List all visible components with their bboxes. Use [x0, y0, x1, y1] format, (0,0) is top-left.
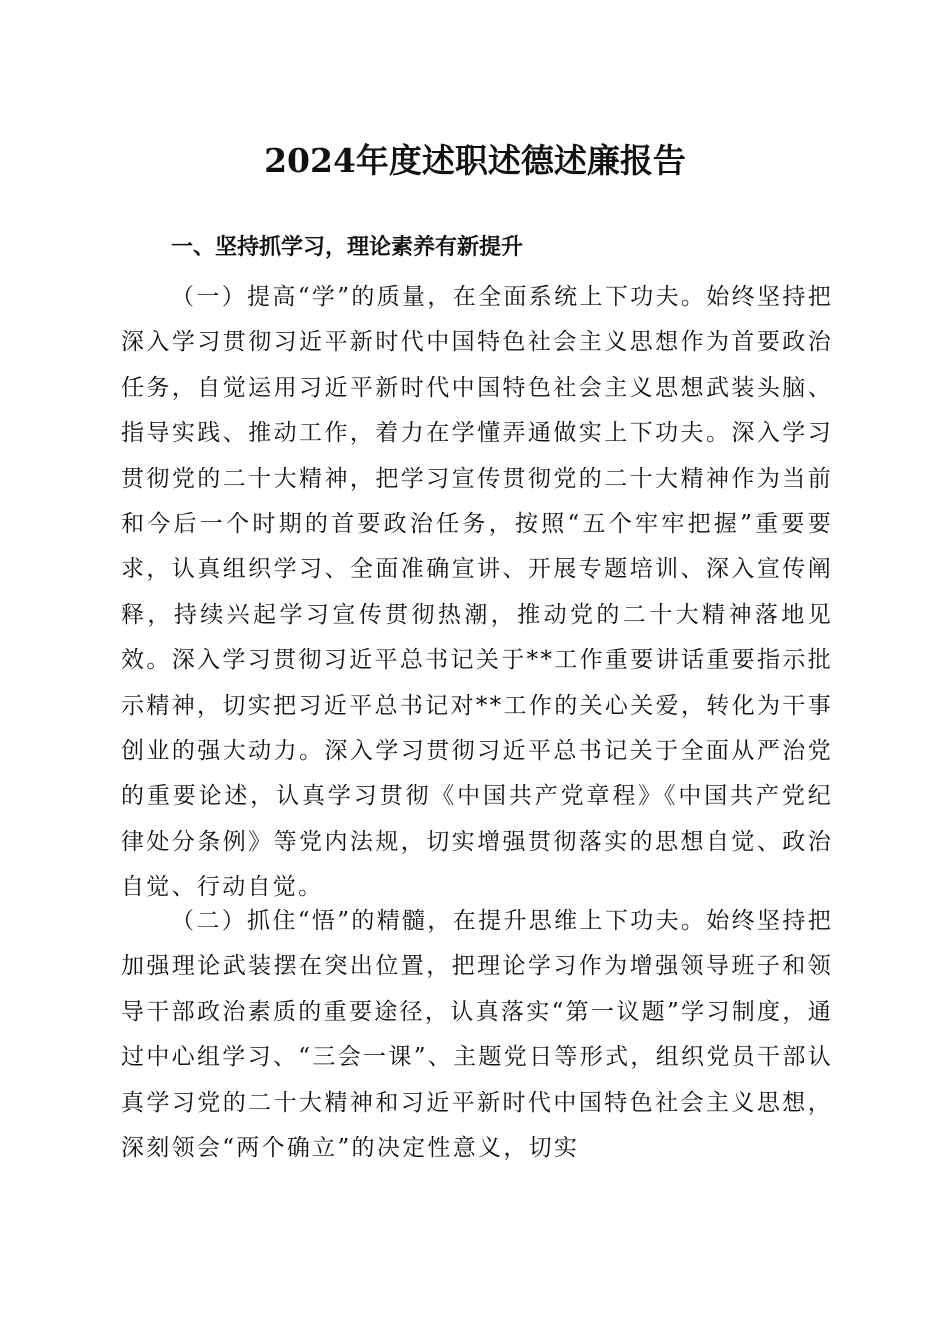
paragraph-2-text: 始终坚持把加强理论武装摆在突出位置，把理论学习作为增强领导班子和领导干部政治素质的重要途径，认真落实“第一议题”学习制度，通过中心组学习、“三会一课”、主题党日等形式，组织党员干部认真学习党的二十大精神和习近平新时代中国特色社会主义思想，深刻领会“两个确立”的决定性意义，切实 [121, 908, 833, 1162]
section-heading: 一、坚持抓学习，理论素养有新提升 [171, 235, 524, 260]
paragraph-2 [121, 899, 833, 1171]
paragraph-2-lead: （二）抓住“悟”的精髓，在提升思维上下功夫。 [171, 908, 707, 934]
paragraph-1-text: 始终坚持把深入学习贯彻习近平新时代中国特色社会主义思想作为首要政治任务，自觉运用习近平新时代中国特色社会主义思想武装头脑、指导实践、推动工作，着力在学懂弄通做实上下功夫。深入学习贯彻党的二十大精神，把学习宣传贯彻党的二十大精神作为当前和今后一个时期的首要政治任务，按照“五个牢牢把握”重要要求，认真组织学习、全面准确宣讲、开展专题培训、深入宣传阐释，持续兴起学习宣传贯彻热潮，推动党的二十大精神落地见效。深入学习贯彻习近平总书记关于**工作重要讲话重要指示批示精神，切实把习近平总书记对**工作的关心关爱，转化为干事创业的强大动力。深入学习贯彻习近平总书记关于全面从严治党的重要论述，认真学习贯彻《中国共产党章程》《中国共产党纪律处分条例》等党内法规，切实增强贯彻落实的思想自觉、政治自觉、行动自觉。 [121, 284, 833, 901]
document-title: 2024年度述职述德述廉报告 [264, 141, 686, 180]
paragraph-1-lead: （一）提高“学”的质量，在全面系统上下功夫。 [171, 284, 707, 310]
paragraph-1 [121, 275, 833, 911]
